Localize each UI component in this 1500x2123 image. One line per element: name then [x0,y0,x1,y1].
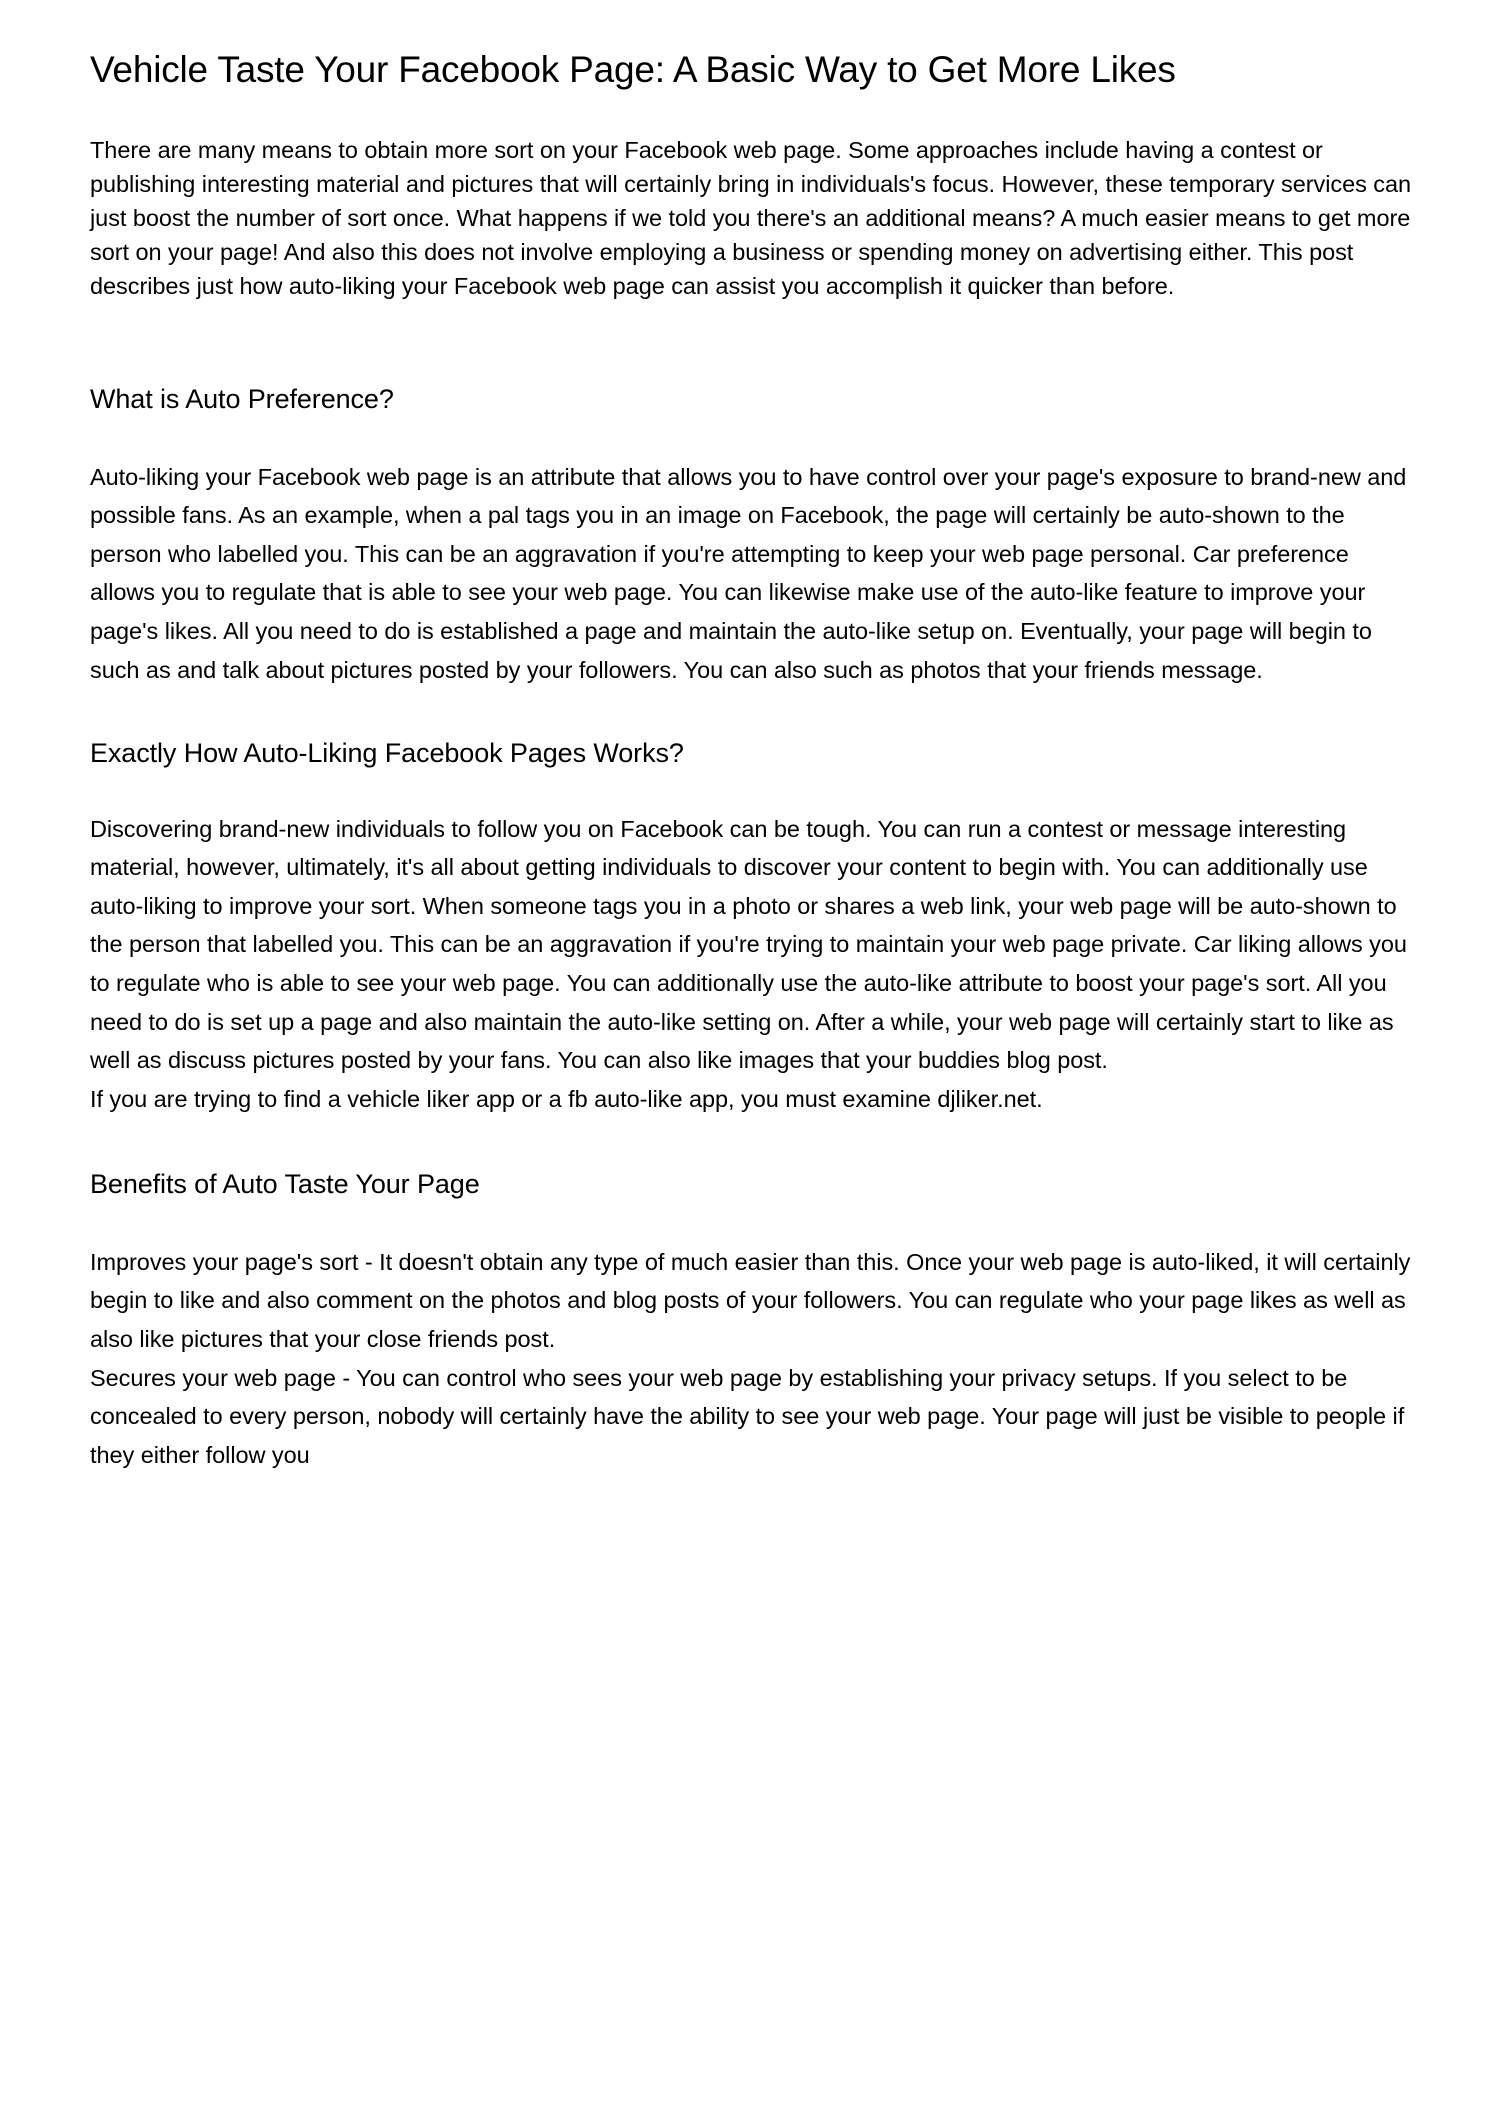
section-body-benefits-secures-page: Secures your web page - You can control who sees your web page by establishing your privacy setups. If you select to be concealed to every person, nobody will certainly have the ability to see your web page. Your page will just be visible to people if they either follow you [90,1364,1405,1468]
section-heading-benefits-of-auto-taste: Benefits of Auto Taste Your Page [90,1169,480,1200]
spacer [90,91,1415,133]
page-title: Vehicle Taste Your Facebook Page: A Basic Way to Get More Likes [90,49,1176,90]
spacer [90,689,1415,737]
section-body-extra-djliker-mention: If you are trying to find a vehicle liker app or a fb auto-like app, you must examine djliker.net. [90,1085,1043,1112]
spacer [90,1118,1415,1168]
section-body-benefits-improves-sort: Improves your page's sort - It doesn't obtain any type of much easier than this. Once your web page is auto-liked, it will certainly begin to like and also comment on the photos and blog posts of your followers. You can regulate who your page likes as well as also like pictures that your close friends post. [90,1248,1411,1352]
spacer [90,770,1415,810]
section-body-what-is-auto-preference: Auto-liking your Facebook web page is an attribute that allows you to have control over your page's exposure to brand-new and possible fans. As an example, when a pal tags you in an image on Facebook, the page will certainly be auto-shown to the person who labelled you. This can be an aggravation if you're attempting to keep your web page personal. Car preference allows you to regulate that is able to see your web page. You can likewise make use of the auto-like feature to improve your page's likes. All you need to do is established a page and maintain the auto-like setup on. Eventually, your page will begin to such as and talk about pictures posted by your followers. You can also such as photos that your friends message. [90,463,1407,683]
spacer [90,303,1415,383]
section-heading-how-auto-liking-works: Exactly How Auto-Liking Facebook Pages Works? [90,738,684,769]
section-heading-what-is-auto-preference: What is Auto Preference? [90,384,394,415]
spacer [90,416,1415,458]
intro-paragraph: There are many means to obtain more sort on your Facebook web page. Some approaches include having a contest or publishing interesting material and pictures that will certainly bring in individuals's focus. However, these temporary services can just boost the number of sort once. What happens if we told you there's an additional means? A much easier means to get more sort on your page! And also this does not involve employing a business or spending money on advertising either. This post describes just how auto-liking your Facebook web page can assist you accomplish it quicker than before. [90,137,1412,300]
spacer [90,1201,1415,1243]
section-body-how-auto-liking-works: Discovering brand-new individuals to follow you on Facebook can be tough. You can run a contest or message interesting material, however, ultimately, it's all about getting individuals to discover your content to begin with. You can additionally use auto-liking to improve your sort. When someone tags you in a photo or shares a web link, your web page will be auto-shown to the person that labelled you. This can be an aggravation if you're trying to maintain your web page private. Car liking allows you to regulate who is able to see your web page. You can additionally use the auto-like attribute to boost your page's sort. All you need to do is set up a page and also maintain the auto-like setting on. After a while, your web page will certainly start to like as well as discuss pictures posted by your fans. You can also like images that your buddies blog post. [90,815,1407,1074]
